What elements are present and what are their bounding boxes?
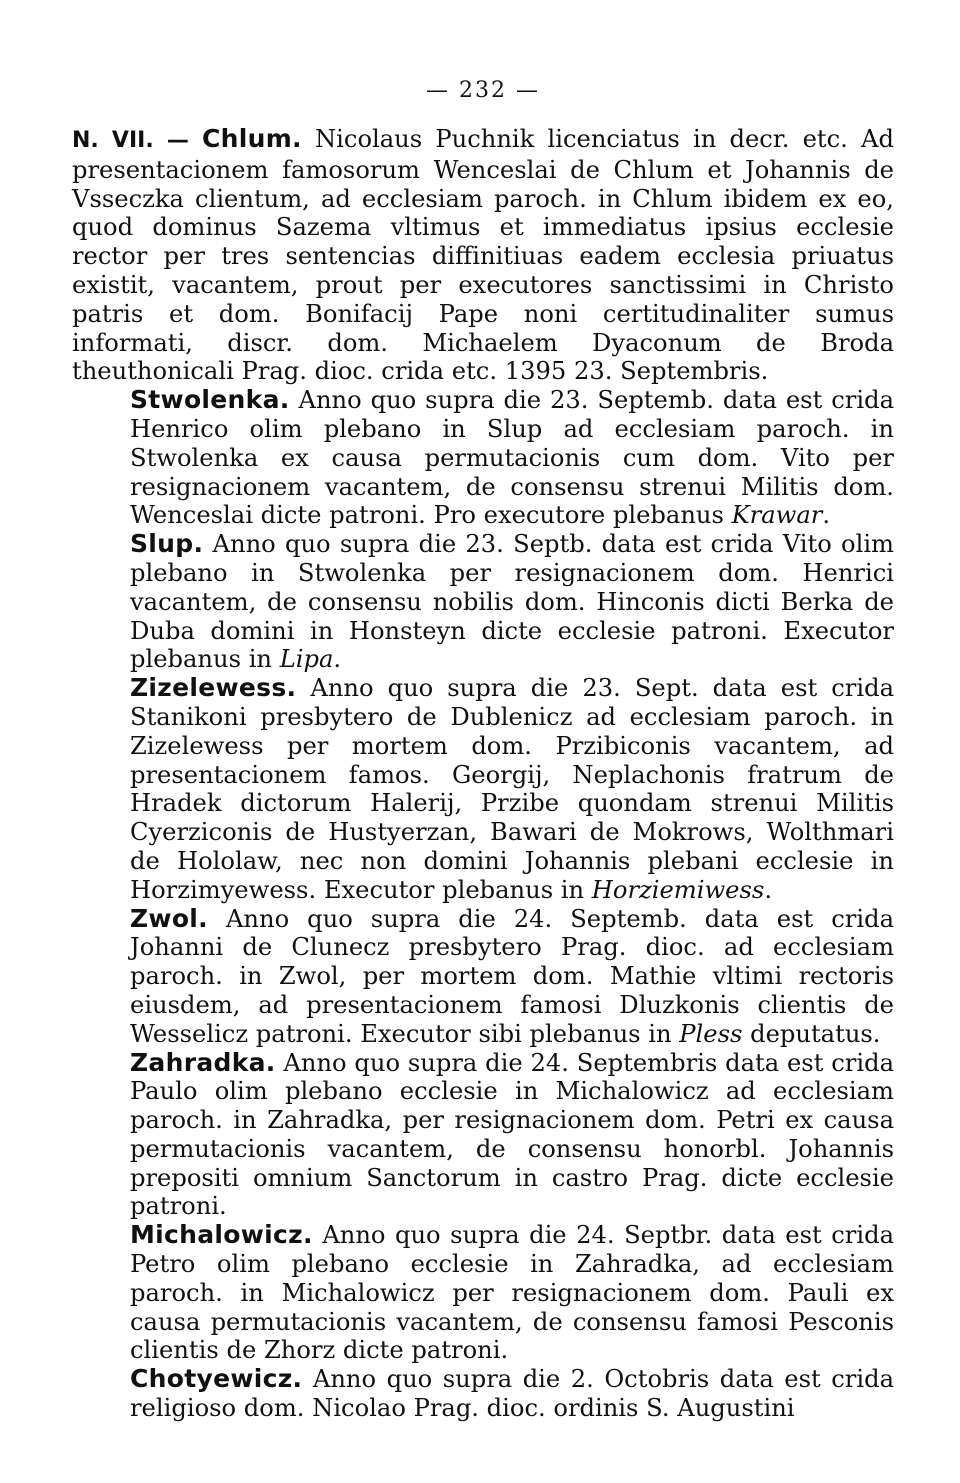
entry-italic: Horziemiwess bbox=[591, 875, 765, 904]
entry-italic: Pless bbox=[679, 1019, 743, 1048]
entry-heading: Slup. bbox=[130, 529, 204, 559]
entry-italic: Lipa bbox=[279, 645, 334, 674]
entry-text: Anno quo supra die 23. Septb. data est crida Vito olim plebano in Stwolenka per resignacionem dom. Henrici vacantem, de consensu nobilis dom. Hinconis dicti Berka de Duba domini in Honsteyn dicte ecclesie patroni. Executor plebanus in bbox=[130, 530, 894, 674]
entry-zwol bbox=[72, 905, 894, 1049]
entry-number: N. VII. — bbox=[72, 128, 202, 153]
entry-heading: Zwol. bbox=[130, 903, 208, 933]
entry-michalowicz bbox=[72, 1221, 894, 1365]
entry-heading: Michalowicz. bbox=[130, 1220, 313, 1250]
entry-zahradka bbox=[72, 1049, 894, 1222]
entry-slup bbox=[72, 530, 894, 674]
page-number: — 232 — bbox=[426, 78, 540, 103]
entry-italic: Krawar bbox=[731, 501, 823, 530]
entry-tail: deputatus. bbox=[742, 1019, 881, 1048]
entry-text: Anno quo supra die 24. Septemb. data est crida Johanni de Clunecz presbytero Prag. dioc. ad ecclesiam paroch. in Zwol, per mortem dom. Mathie vltimi rectoris eiusdem, ad presentacionem famosi Dluzkonis clientis de Wesselicz patroni. Executor sibi plebanus in bbox=[130, 904, 894, 1048]
entry-text: Anno quo supra die 24. Septembris data est crida Paulo olim plebano ecclesie in Michalowicz ad ecclesiam paroch. in Zahradka, per resignacionem dom. Petri ex causa permutacionis vacantem, de consensu honorbl. Johannis prepositi omnium Sanctorum in castro Prag. dicte ecclesie patroni. bbox=[130, 1048, 894, 1221]
entry-heading: Zizelewess. bbox=[130, 673, 297, 703]
entry-heading: Zahradka. bbox=[130, 1047, 276, 1077]
entry-tail: . bbox=[333, 645, 342, 674]
entry-chotyewicz bbox=[72, 1365, 894, 1423]
entry-text: Anno quo supra die 23. Sept. data est crida Stanikoni presbytero de Dublenicz ad ecclesiam paroch. in Zizelewess per mortem dom. Przibiconis vacantem, ad presentacionem famos. Georgij, Neplachonis fratrum de Hradek dictorum Halerij, Przibe quondam strenui Militis Cyerziconis de Hustyerzan, Bawari de Mokrows, Wolthmari de Hololaw, nec non domini Johannis plebani ecclesie in Horzimyewess. Executor plebanus in bbox=[130, 674, 894, 904]
document-page bbox=[72, 78, 894, 1423]
entry-zizelewess bbox=[72, 674, 894, 904]
entry-text: Nicolaus Puchnik licenciatus in decr. etc. Ad presentacionem famosorum Wenceslai de Chlum et Johannis de Vsseczka clientum, ad ecclesiam paroch. in Chlum ibidem ex eo, quod dominus Sazema vltimus et immediatus ipsius ecclesie rector per tres sentencias diffinitiuas eadem ecclesia priuatus existit, vacantem, prout per executores sanctissimi in Christo patris et dom. Bonifacij Pape noni certitudinaliter sumus informati, discr. dom. Michaelem Dyaconum de Broda theuthonicali Prag. dioc. crida etc. 1395 23. Septembris. bbox=[72, 125, 894, 386]
entry-stwolenka bbox=[72, 386, 894, 530]
entry-text: Anno quo supra die 2. Octobris data est crida religioso dom. Nicolao Prag. dioc. ordinis S. Augustini bbox=[130, 1365, 894, 1423]
entry-heading: Stwolenka. bbox=[130, 385, 290, 415]
entry-chlum bbox=[72, 125, 894, 386]
entry-text: Anno quo supra die 24. Septbr. data est crida Petro olim plebano ecclesie in Zahradka, ad ecclesiam paroch. in Michalowicz per resignacionem dom. Pauli ex causa permutacionis vacantem, de consensu famosi Pesconis clientis de Zhorz dicte patroni. bbox=[130, 1221, 894, 1365]
entry-heading: Chotyewicz. bbox=[130, 1364, 303, 1394]
entry-text: Anno quo supra die 23. Septemb. data est crida Henrico olim plebano in Slup ad ecclesiam paroch. in Stwolenka ex causa permutacionis cum dom. Vito per resignacionem vacantem, de consensu strenui Militis dom. Wenceslai dicte patroni. Pro executore plebanus bbox=[130, 386, 894, 530]
entry-tail: . bbox=[822, 501, 831, 530]
entry-tail: . bbox=[764, 875, 773, 904]
entry-heading: Chlum. bbox=[201, 124, 302, 153]
